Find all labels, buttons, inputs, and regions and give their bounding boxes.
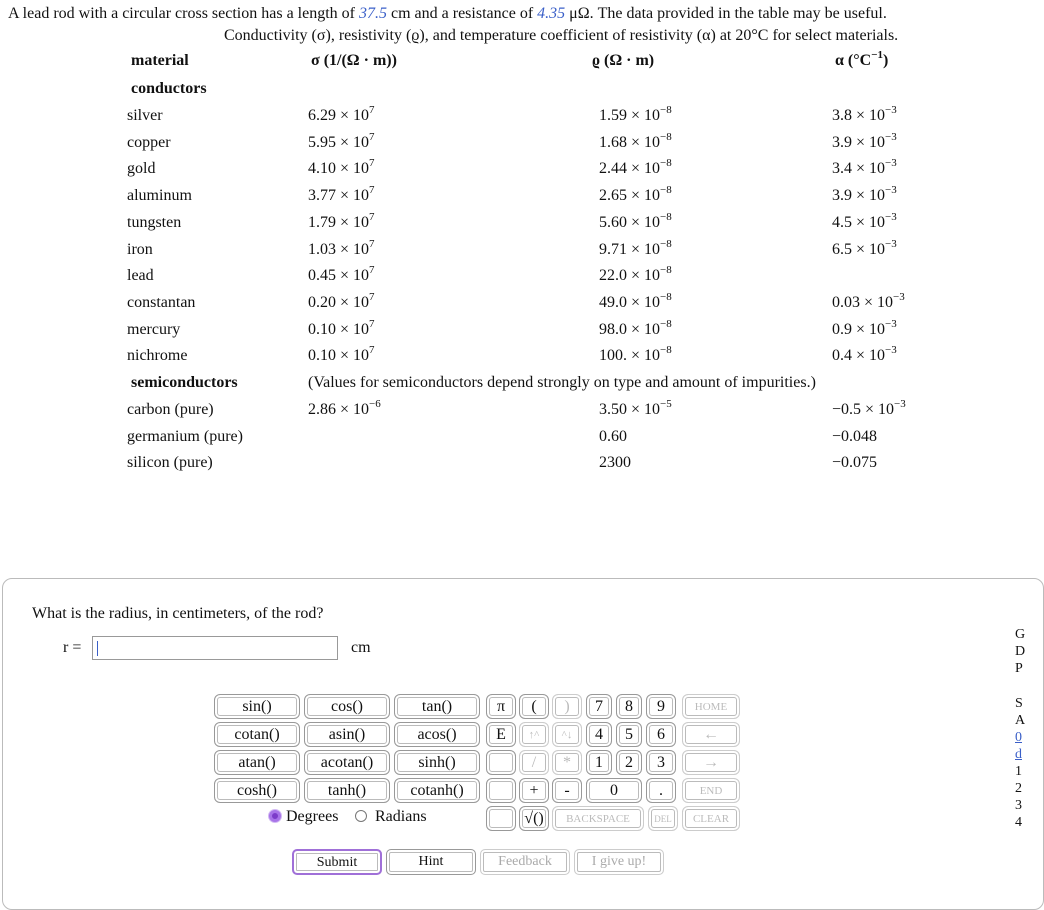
temp-coefficient-value-mantissa: −0.5 × 10 xyxy=(832,401,895,418)
temp-coefficient-value xyxy=(832,210,897,232)
conductivity-value-mantissa: 2.86 × 10 xyxy=(308,401,370,418)
header-temp-coefficient xyxy=(835,49,889,70)
material-name: copper xyxy=(127,133,171,151)
conductivity-value-exponent: 7 xyxy=(369,237,375,250)
conductivity-value-mantissa: 0.10 × 10 xyxy=(308,320,370,338)
conductivity-value xyxy=(308,210,375,232)
unit-label: cm xyxy=(351,639,371,656)
clear-button[interactable]: CLEAR xyxy=(682,806,740,831)
temp-coefficient-value-exponent: −3 xyxy=(885,317,897,330)
resistivity-value-mantissa: 22.0 × 10 xyxy=(599,267,661,285)
temp-coefficient-value-mantissa: −0.075 xyxy=(832,454,878,472)
degrees-label: Degrees xyxy=(286,808,339,825)
temp-coefficient-value-mantissa: 3.8 × 10 xyxy=(832,107,886,124)
temp-coefficient-value-exponent: −3 xyxy=(893,290,905,303)
header-resistivity: ϱ (Ω · m) xyxy=(592,52,655,69)
problem-text-1: A lead rod with a circular cross section has a length of xyxy=(8,5,359,22)
text-caret xyxy=(97,641,98,656)
conductivity-value xyxy=(308,130,375,152)
conductivity-value-mantissa: 0.20 × 10 xyxy=(308,293,370,311)
temp-coefficient-value-mantissa: −0.048 xyxy=(832,427,878,445)
material-name: aluminum xyxy=(127,187,192,205)
conductivity-value-exponent: 7 xyxy=(369,344,375,357)
cursor-left-button[interactable]: ← xyxy=(682,722,740,747)
conductivity-value-mantissa: 3.77 × 10 xyxy=(308,187,370,205)
temp-coefficient-value-exponent: −3 xyxy=(894,398,906,410)
resistivity-value xyxy=(599,104,672,125)
decimal-point-button[interactable]: . xyxy=(646,778,676,803)
blank-key xyxy=(486,778,516,803)
resistivity-value xyxy=(599,428,627,446)
resistivity-value xyxy=(599,264,672,285)
degrees-radio[interactable] xyxy=(269,810,281,822)
resistance-value: 4.35 xyxy=(537,5,566,22)
temp-coefficient-value-mantissa: 0.9 × 10 xyxy=(832,320,886,338)
resistivity-value xyxy=(599,157,672,178)
right-edge-link[interactable]: d xyxy=(1015,747,1022,762)
temp-coefficient-value xyxy=(832,290,905,312)
conductivity-value-mantissa: 6.29 × 10 xyxy=(308,107,370,124)
right-edge-text: G xyxy=(1015,627,1026,642)
resistivity-value xyxy=(599,290,672,312)
end-button[interactable]: END xyxy=(682,778,740,803)
conductivity-value-exponent: 7 xyxy=(369,290,375,303)
resistivity-value-mantissa: 1.59 × 10 xyxy=(599,107,661,124)
header-conductivity: σ (1/(Ω · m)) xyxy=(311,52,397,69)
radians-radio[interactable] xyxy=(355,810,367,822)
temp-coefficient-value xyxy=(832,157,897,178)
sin-button[interactable]: sin() xyxy=(214,694,300,719)
conductivity-value xyxy=(308,290,375,312)
temp-coefficient-value xyxy=(832,104,897,125)
conductivity-value xyxy=(308,104,375,125)
right-edge-text: A xyxy=(1015,713,1026,728)
cotan-button[interactable]: cotan() xyxy=(214,722,300,747)
superscript-up-button[interactable]: ↑^ xyxy=(519,722,549,747)
blank-key xyxy=(486,806,516,831)
temp-coefficient-value-mantissa: 6.5 × 10 xyxy=(832,240,886,258)
digit-9-button[interactable]: 9 xyxy=(646,694,676,719)
resistivity-value-mantissa: 5.60 × 10 xyxy=(599,213,661,231)
resistivity-value-mantissa: 98.0 × 10 xyxy=(599,320,661,338)
material-name: silicon (pure) xyxy=(127,454,213,472)
resistivity-value-mantissa: 3.50 × 10 xyxy=(599,401,661,418)
home-button[interactable]: HOME xyxy=(682,694,740,719)
conductivity-value xyxy=(308,264,375,285)
pi-button[interactable]: π xyxy=(486,694,516,719)
material-name: germanium (pure) xyxy=(127,427,243,445)
conductivity-value xyxy=(308,237,375,259)
resistivity-value xyxy=(599,210,672,232)
resistivity-value-mantissa: 49.0 × 10 xyxy=(599,293,661,311)
temp-coefficient-value-mantissa: 0.03 × 10 xyxy=(832,293,894,311)
resistivity-value-exponent: −8 xyxy=(660,344,672,357)
temp-coefficient-value-mantissa: 0.4 × 10 xyxy=(832,347,886,365)
resistivity-value-exponent: −5 xyxy=(660,398,672,410)
temp-coefficient-value xyxy=(832,130,897,152)
right-edge-text: 3 xyxy=(1015,798,1022,813)
material-name: constantan xyxy=(127,293,196,311)
temp-coefficient-value-exponent: −3 xyxy=(885,104,897,116)
temp-coefficient-value-mantissa: 3.9 × 10 xyxy=(832,187,886,205)
resistivity-value xyxy=(599,454,631,472)
resistivity-value-mantissa: 2.44 × 10 xyxy=(599,160,661,178)
semiconductors-note: (Values for semiconductors depend strongly on type and amount of impurities.) xyxy=(308,374,816,391)
resistivity-value-mantissa: 100. × 10 xyxy=(599,347,661,365)
tan-button[interactable]: tan() xyxy=(394,694,480,719)
right-edge-text: 1 xyxy=(1015,764,1022,779)
radius-input[interactable] xyxy=(92,636,338,660)
conductivity-value-mantissa: 4.10 × 10 xyxy=(308,160,370,178)
right-edge-text: 4 xyxy=(1015,815,1022,830)
hint-button[interactable]: Hint xyxy=(386,849,476,875)
asin-button[interactable]: asin() xyxy=(304,722,390,747)
resistivity-value-exponent: −8 xyxy=(660,104,672,116)
temp-coefficient-value-exponent: −3 xyxy=(885,237,897,250)
digit-7-button[interactable]: 7 xyxy=(586,694,612,719)
temp-coefficient-value xyxy=(832,428,877,446)
right-edge-text: D xyxy=(1015,644,1026,659)
conductivity-value-exponent: 7 xyxy=(369,210,375,223)
radius-label: r = xyxy=(63,639,82,656)
left-paren-button[interactable]: ( xyxy=(519,694,549,719)
temp-coefficient-value-mantissa: 3.4 × 10 xyxy=(832,160,886,178)
length-value: 37.5 xyxy=(359,5,387,22)
cotanh-button[interactable]: cotanh() xyxy=(394,778,480,803)
resistivity-value-exponent: −8 xyxy=(660,317,672,330)
digit-8-button[interactable]: 8 xyxy=(616,694,642,719)
sqrt-button[interactable]: √() xyxy=(519,806,549,831)
semiconductors-heading: semiconductors xyxy=(131,374,238,391)
material-name: lead xyxy=(127,267,154,285)
multiply-button[interactable]: * xyxy=(552,750,582,775)
conductivity-value xyxy=(308,398,381,419)
temp-coefficient-value xyxy=(832,237,897,259)
header-alpha-close: ) xyxy=(883,52,889,69)
problem-statement xyxy=(8,5,887,23)
temp-coefficient-value xyxy=(832,344,897,365)
radians-label: Radians xyxy=(375,808,427,825)
digit-0-button[interactable]: 0 xyxy=(586,778,642,803)
temp-coefficient-value-mantissa: 4.5 × 10 xyxy=(832,213,886,231)
feedback-button[interactable]: Feedback xyxy=(480,849,570,875)
material-name: silver xyxy=(127,107,163,124)
right-edge-text: 2 xyxy=(1015,781,1022,796)
temp-coefficient-value-exponent: −3 xyxy=(885,344,897,357)
conductivity-value xyxy=(308,184,375,205)
temp-coefficient-value-mantissa: 3.9 × 10 xyxy=(832,133,886,151)
resistivity-value xyxy=(599,398,672,419)
resistivity-value-mantissa: 1.68 × 10 xyxy=(599,133,661,151)
atan-button[interactable]: atan() xyxy=(214,750,300,775)
conductivity-value xyxy=(308,317,375,339)
resistivity-value-exponent: −8 xyxy=(660,237,672,250)
sinh-button[interactable]: sinh() xyxy=(394,750,480,775)
plus-button[interactable]: + xyxy=(519,778,549,803)
problem-text-3: μΩ. The data provided in the table may be useful. xyxy=(565,5,887,22)
resistivity-value-exponent: −8 xyxy=(660,157,672,170)
conductivity-value-exponent: 7 xyxy=(369,157,375,170)
resistivity-value xyxy=(599,317,672,339)
material-name: nichrome xyxy=(127,347,188,365)
material-name: iron xyxy=(127,240,153,258)
give-up-button[interactable]: I give up! xyxy=(574,849,664,875)
conductivity-value-exponent: −6 xyxy=(369,398,381,410)
e-button[interactable]: E xyxy=(486,722,516,747)
right-edge-text: P xyxy=(1015,661,1023,676)
digit-2-button[interactable]: 2 xyxy=(616,750,642,775)
conductivity-value-mantissa: 1.03 × 10 xyxy=(308,240,370,258)
resistivity-value xyxy=(599,130,672,152)
superscript-down-button[interactable]: ^↓ xyxy=(552,722,582,747)
conductivity-value-mantissa: 0.10 × 10 xyxy=(308,347,370,365)
resistivity-value xyxy=(599,344,672,365)
right-edge-link[interactable]: 0 xyxy=(1015,730,1022,745)
cursor-right-button[interactable]: → xyxy=(682,750,740,775)
conductivity-value-mantissa: 1.79 × 10 xyxy=(308,213,370,231)
conductivity-value-exponent: 7 xyxy=(369,130,375,143)
temp-coefficient-value-exponent: −3 xyxy=(885,157,897,170)
temp-coefficient-value xyxy=(832,454,877,472)
right-paren-button[interactable]: ) xyxy=(552,694,582,719)
conductivity-value-mantissa: 5.95 × 10 xyxy=(308,133,370,151)
resistivity-value-mantissa: 0.60 xyxy=(599,427,627,445)
conductivity-value xyxy=(308,157,375,178)
resistivity-value-exponent: −8 xyxy=(660,210,672,223)
question-text: What is the radius, in centimeters, of the rod? xyxy=(32,605,324,622)
digit-6-button[interactable]: 6 xyxy=(646,722,676,747)
cos-button[interactable]: cos() xyxy=(304,694,390,719)
header-alpha-exp: −1 xyxy=(871,49,883,61)
cosh-button[interactable]: cosh() xyxy=(214,778,300,803)
resistivity-value-exponent: −8 xyxy=(660,290,672,303)
resistivity-value-mantissa: 2300 xyxy=(599,454,631,472)
resistivity-value xyxy=(599,184,672,205)
material-name: tungsten xyxy=(127,213,182,231)
header-alpha-base: α (°C xyxy=(835,52,872,69)
temp-coefficient-value-exponent: −3 xyxy=(885,184,897,197)
digit-5-button[interactable]: 5 xyxy=(616,722,642,747)
submit-button[interactable]: Submit xyxy=(292,849,382,875)
digit-1-button[interactable]: 1 xyxy=(586,750,612,775)
divide-button[interactable]: / xyxy=(519,750,549,775)
resistivity-value-mantissa: 9.71 × 10 xyxy=(599,240,661,258)
temp-coefficient-value-exponent: −3 xyxy=(885,130,897,143)
temp-coefficient-value xyxy=(832,317,897,339)
conductivity-value-exponent: 7 xyxy=(369,104,375,116)
conductivity-value-exponent: 7 xyxy=(369,184,375,197)
resistivity-value-exponent: −8 xyxy=(660,130,672,143)
minus-button[interactable]: - xyxy=(552,778,582,803)
conductivity-value-mantissa: 0.45 × 10 xyxy=(308,267,370,285)
temp-coefficient-value xyxy=(832,184,897,205)
table-caption: Conductivity (σ), resistivity (ϱ), and temperature coefficient of resistivity (α) at 20°C for select materials. xyxy=(224,27,899,44)
conductivity-value-exponent: 7 xyxy=(369,264,375,277)
conductors-heading: conductors xyxy=(131,80,207,97)
material-name: mercury xyxy=(127,320,181,338)
resistivity-value-exponent: −8 xyxy=(660,264,672,277)
problem-text-2: cm and a resistance of xyxy=(387,5,538,22)
digit-4-button[interactable]: 4 xyxy=(586,722,612,747)
resistivity-value xyxy=(599,237,672,259)
material-name: gold xyxy=(127,160,156,178)
tanh-button[interactable]: tanh() xyxy=(304,778,390,803)
temp-coefficient-value xyxy=(832,398,906,419)
acos-button[interactable]: acos() xyxy=(394,722,480,747)
backspace-button[interactable]: BACKSPACE xyxy=(552,806,644,831)
conductivity-value xyxy=(308,344,375,365)
acotan-button[interactable]: acotan() xyxy=(304,750,390,775)
header-material: material xyxy=(131,52,189,69)
delete-button[interactable]: DEL xyxy=(648,806,678,831)
right-edge-text: S xyxy=(1015,696,1023,711)
blank-key xyxy=(486,750,516,775)
resistivity-value-exponent: −8 xyxy=(660,184,672,197)
conductivity-value-exponent: 7 xyxy=(369,317,375,330)
digit-3-button[interactable]: 3 xyxy=(646,750,676,775)
temp-coefficient-value-exponent: −3 xyxy=(885,210,897,223)
material-name: carbon (pure) xyxy=(127,401,214,418)
resistivity-value-mantissa: 2.65 × 10 xyxy=(599,187,661,205)
